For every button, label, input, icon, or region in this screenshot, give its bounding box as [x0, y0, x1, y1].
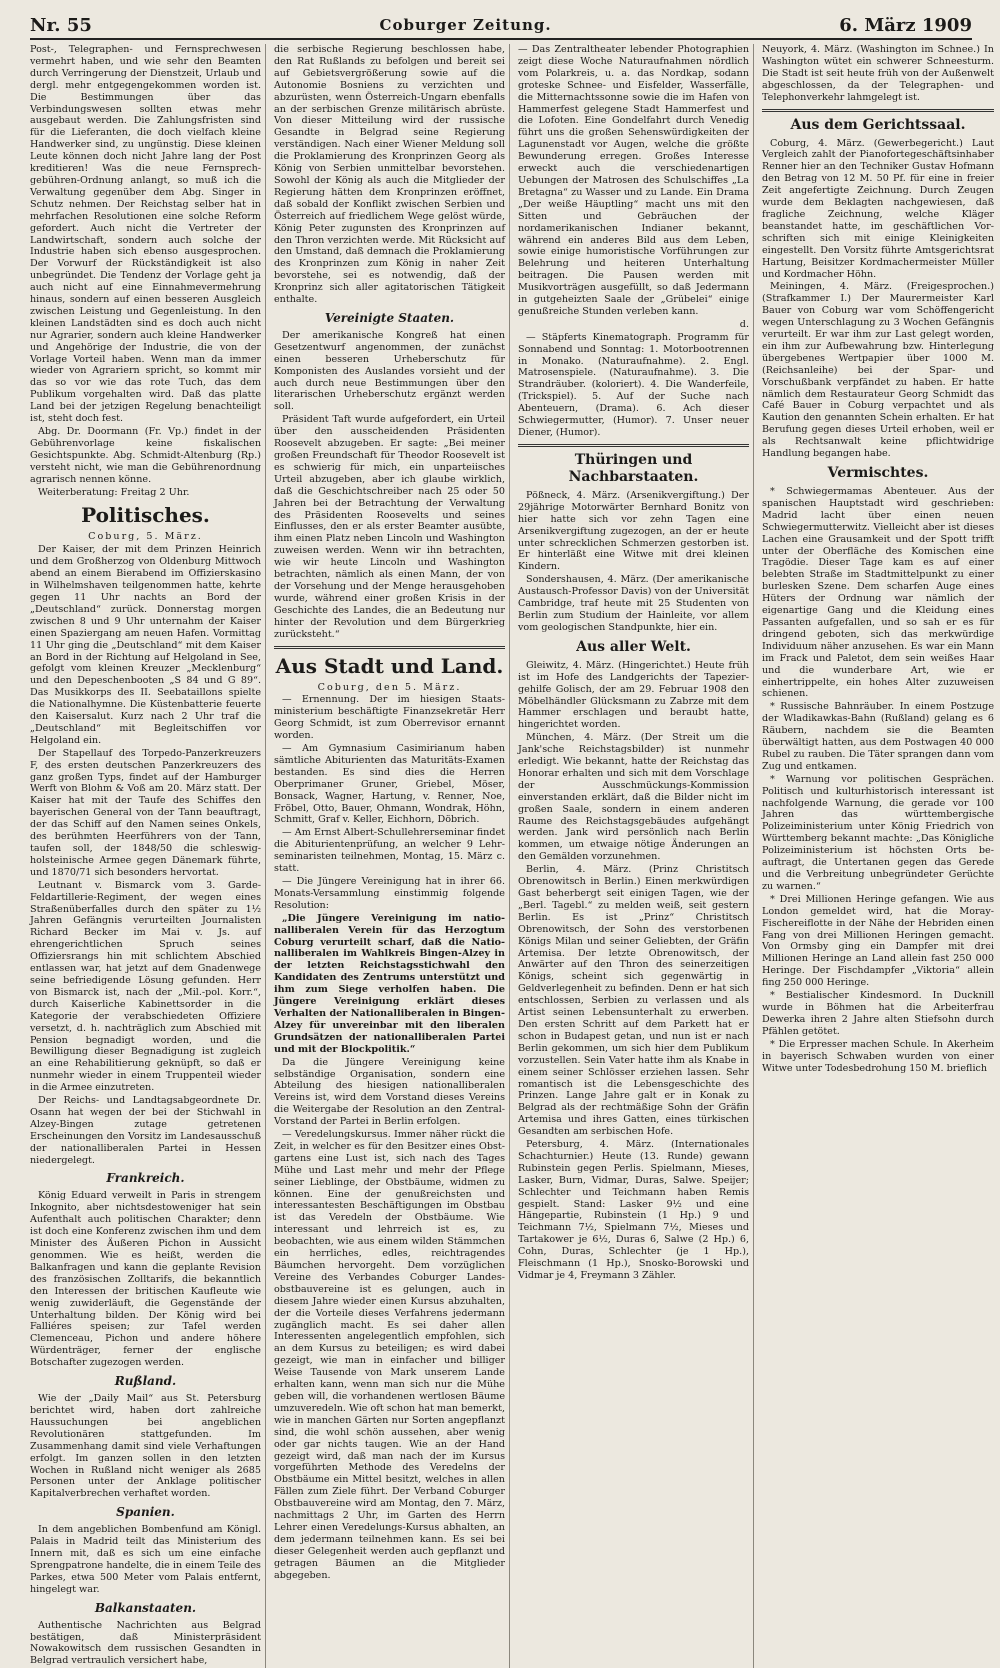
article-text: — Stäpferts Kinematograph. Programm für Sonnabend und Sonntag: 1. Motorbootrennen in Monako. (Naturaufnahme). 2. Engl. Matrosenspiele. (Naturaufnahme). 3. Die Strandräuber. (koloriert). 4. Die Wanderfeile, (Trickspiel). 5. Auf der Suche nach Abenteuern, (Drama). 6. Ach dieser Schwiegermutter, (Humor). 7. Unser neuer Diener, (Humor).: [518, 331, 749, 438]
section-heading-local: Aus Stadt und Land.: [275, 653, 504, 678]
section-heading-court: Aus dem Gerichtssaal.: [790, 116, 966, 133]
article-text: Petersburg, 4. März. (Internationales Schachturnier.) Heute (13. Runde) gewann Rubinstein gegen Perlis. Spielmann, Mieses, Lasker, Burn, Vidmar, Duras, Salwe. Speijer; Schlechter und Teichmann haben Remis gespielt. Stand: Lasker 9½ und eine Hängepartie, Rubinstein (1 Hp.) 9 und Teichmann 7½, Spielmann 7½, Mieses und Tartakower je 6½, Duras 6, Salwe (2 Hp.) 6, Cohn, Duras, Schlechter (je 1 Hp.), Fleischmann (1 Hp.), Snosko-Borowski und Vidmar je 4, Freymann 3 Zähler.: [518, 1139, 749, 1281]
divider: [274, 646, 505, 649]
article-text: In dem angeblichen Bombenfund am Königl. Palais in Madrid teilt das Ministerium des Innern mit, daß es sich um eine einfache Sprengpatrone handelte, die in einem Teile des Parkes, etwa 500 Meter vom Palais entfernt, hingelegt war.: [30, 1524, 261, 1595]
issue-number: Nr. 55: [30, 14, 92, 36]
column-1: [30, 44, 266, 1668]
issue-date: 6. März 1909: [839, 14, 972, 36]
article-text: Neuyork, 4. März. (Washington im Schnee.) In Washington wütet ein schwerer Schneesturm. Die Stadt ist seit heute früh von der Außenwelt abgeschlossen, da der Telegraphen- und Telephonverkehr lahmgelegt ist.: [762, 44, 994, 103]
article-text: Da die Jüngere Vereinigung keine selbständige Organisation, sondern eine Abteilung des hiesigen nationalliberalen Vereins ist, wird dem Vorstand dieses Vereins die Weitergabe der Resolution an den Zentral-Vorstand der Partei in Berlin erfolgen.: [274, 1056, 505, 1128]
article-text: Wie der „Daily Mail“ aus St. Petersburg berichtet wird, haben dort zahlreiche Haussuchungen bei angeblichen Revolutionären stattgefunden. Im Zusammenhang damit sind viele Verhaftungen erfolgt. Im ganzen sollen in den letzten Wochen in Rußland nicht weniger als 2685 Personen unter der Anklage politischer Kapitalverbrechen verhaftet worden.: [30, 1393, 261, 1500]
article-text: Präsident Taft wurde aufgefordert, ein Urteil über den ausscheidenden Präsidenten Roosevelt abzugeben. Er sagte: „Bei meiner großen Freundschaft für Theodor Roosevelt ist es schwierig für mich, ein unparteiisches Urteil abzugeben, aber ich glaube wirklich, daß die Geschichtschreiber nach 25 oder 50 Jahren bei der Betrachtung der Verwaltung des Präsidenten Roosevelts und seines Einflusses, den er als erster Beamter ausübte, ihm einen Platz neben Lincoln und Washington zuweisen werden. Wenn wir ihn betrachten, wie wir heute Lincoln und Washington betrachten, nämlich als einen Mann, der von der Vorsehung und der Menge herausgehoben wurde, während einer großen Krisis in der Geschichte des Landes, die an Bedeutung nur hinter der Revolution und dem Bürgerkrieg zurücksteht.“: [274, 414, 505, 640]
article-text: — Am Gymnasium Casimirianum haben sämtliche Abiturienten das Maturitäts-Examen bestanden. Es sind dies die Herren Oberprimaner Gruner, Griebel, Möser, Bonsack, Wagner, Hartung, v. Renner, Noe, Fröbel, Otto, Bauer, Ohmann, Wondrak, Höhn, Schmitt, Graf v. Keller, Eichhorn, Döbrich.: [274, 743, 505, 826]
article-text: Meiningen, 4. März. (Freigesprochen.) (Strafkammer I.) Der Maurermeister Karl Bauer von Coburg war vom Schöffengericht wegen Unterschlagung zu 3 Wochen Gefängnis verurteilt. Er war ihm zur Last gelegt worden, ein ihm zur Aufbewahrung bzw. Hinterlegung übergebenes Wertpapier über 1000 M. (Reichsanleihe) bei der Spar- und Vorschußbank verpfändet zu haben. Er hatte nämlich dem Restaurateur Georg Schmidt das Café Bauer in Coburg verpachtet und als Kaution den genannten Schein erhalten. Er hat Berufung gegen dieses Urteil erhoben, weil er als Rechtsanwalt keine pflichtwidrige Handlung begangen habe.: [762, 281, 994, 460]
article-text: München, 4. März. (Der Streit um die Jank'sche Reichstagsbilder) ist nunmehr erledigt. Wie bekannt, hatte der Reichstag das Honorar erhalten und sich mit dem Vorschlage der Ausschmückungs-Kommission einverstanden erklärt, daß die Bilder nicht im großen Saale, sondern in einem anderen Raume des Reichstagsgebäudes aufgehängt werden. Jank wird persönlich nach Berlin kommen, um etwaige nötige Änderungen an den Gemälden vorzunehmen.: [518, 732, 749, 863]
column-2: [274, 44, 510, 1668]
section-heading-miscellaneous: Vermischtes.: [827, 465, 929, 481]
dateline: Coburg, den 5. März.: [317, 681, 462, 693]
article-text: Der Kaiser, der mit dem Prinzen Heinrich und dem Großherzog von Oldenburg Mittwoch abend an einem Bierabend im Offizierskasino in Wilhelmshaven teilgenommen hatte, kehrte gegen 11 Uhr nachts an Bord der „Deutschland“ zurück. Donnerstag morgen zwischen 8 und 9 Uhr unternahm der Kaiser einen Spaziergang am neuen Hafen. Vormittag 11 Uhr ging die „Deutschland“ mit dem Kaiser an Bord in der Richtung auf Helgoland in See, gefolgt vom kleinen Kreuzer „Mecklenburg“ und den Depeschenbooten „S 84 und G 89“. Das Musikkorps des II. Seebataillons spielte die Nationalhymne. Die Küstenbatterie feuerte den Kaisersalut. Kurz nach 2 Uhr traf die „Deutschland“ mit Begleitschiffen vor Helgoland ein.: [30, 544, 261, 746]
article-text: Leutnant v. Bismarck vom 3. Garde-Feldartillerie-Regiment, der wegen eines Straßenüberfalles durch den später zu 1½ Jahren Gefängnis verurteilten Journalisten Richard Becker im Mai v. Js. auf ehrengerichtlichen Spruch seines Offiziersrangs hin mit schlichtem Abschied entlassen war, hat jetzt auf dem Gnadenwege seine befriedigende Lösung gefunden. Herr von Bismarck ist, nach der „Mil.-pol. Korr.“, durch Kaiserliche Kabinettsorder in die Kategorie der verabschiedeten Offiziere versetzt, d. h. nachträglich zum Abschied mit Pension begnadigt worden, und die Bewilligung dieser Begnadigung ist zugleich an eine Rehabilitierung geknüpft, so daß er nunmehr wieder in einem Truppenteil wieder in die Armee einzutreten.: [30, 879, 261, 1094]
masthead: [30, 12, 972, 40]
signature: d.: [739, 318, 749, 330]
article-text: Der Reichs- und Landtagsabgeordnete Dr. Osann hat wegen der bei der Stichwahl in Alzey-Bingen zutage getretenen Erscheinungen den Vorsitz im Landesausschuß der nationalliberalen Partei in Hessen niedergelegt.: [30, 1095, 261, 1166]
article-text: Abg. Dr. Doormann (Fr. Vp.) findet in der Gebührenvorlage keine fiskalischen Gesichtspunkte. Abg. Schmidt-Altenburg (Rp.) versteht nicht, wie man die Gebührenordnung agrarisch nennen könne.: [30, 426, 261, 485]
article-text: — Ernennung. Der im hiesigen Staatsministerium beschäftigte Finanzsekretär Herr Georg Schmidt, ist zum Oberrevisor ernannt worden.: [274, 694, 505, 742]
article-text: * Bestialischer Kindesmord. In Ducknill wurde in Böhmen hat die Arbeiterfrau Dewerka ihren 2 Jahre alten Stiefsohn durch Pfählen getötet.: [762, 990, 994, 1037]
subheading-russia: Rußland.: [114, 1374, 177, 1389]
divider: [518, 444, 749, 447]
article-text: — Am Ernst Albert-Schullehrerseminar findet die Abiturientenprüfung, an welcher 9 Lehrseminaristen teilnehmen, Montag, 15. März c. statt.: [274, 827, 505, 875]
article-text: * Warnung vor politischen Gesprächen. Politisch und kulturhistorisch interessant ist nachfolgende Warnung, die gerade vor 100 Jahren das württembergische Polizeiministerium unter König Friedrich von Württemberg bekannt machte: „Das Königliche Polizeiministerium ist höchsten Orts beauftragt, die Untertanen gegen das Gerede und die Verbreitung unbegründeter Gerüchte zu warnen.“: [762, 773, 994, 892]
article-text: — Das Zentraltheater lebender Photographien zeigt diese Woche Naturaufnahmen nördlich vom Polarkreis, u. a. das Nordkap, sodann groteske Schnee- und Eisfelder, Wasserfälle, die Mitternachtssonne sowie die im Hafen von Hammerfest gelegene Stadt Hammerfest und die Lofoten. Eine Gondelfahrt durch Venedig führt uns die großen Sehenswürdigkeiten der Lagunenstadt vor Augen, welche die größte Bewunderung erregen. Großes Interesse erweckt auch die verschiedenartigen Uebungen der Matrosen des Schulschiffes „La Bretagna“ zu Wasser und zu Lande. Ein Drama „Der weiße Häuptling“ macht uns mit den Sitten und Gebräuchen der nordamerikanischen Indianer bekannt, während ein anderes Bild aus dem Leben, sowie einige humoristische Vorführungen zur Belehrung und heiteren Unterhaltung beitragen. Die Pausen werden mit Musikvorträgen ausgefüllt, so daß Jedermann in gutgeheizten Saale der „Grübelei“ einige genußreiche Stunden verleben kann.: [518, 44, 749, 317]
article-text: Berlin, 4. März. (Prinz Christitsch Obrenowitsch in Berlin.) Einen merkwürdigen Gast beherbergt seit einigen Tagen, wie der „Berl. Tagebl.“ zu melden weiß, seit gestern Berlin. Es ist „Prinz“ Christitsch Obrenowitsch, der Sohn des verstorbenen Königs Milan und seiner Geliebten, der Gräfin Artemisa. Der letzte Obrenowitsch, der Anwärter auf den Thron des seinerzeitigen Königs, scheint sich gegenwärtig in Geldverlegenheit zu befinden. Denn er hat sich entschlossen, Serbien zu verlassen und als Artist seinen Lebensunterhalt zu erwerben. Den ersten Schritt auf dem Parkett hat er schon in Budapest getan, und nun ist er nach Berlin gekommen, um sich hier dem Publikum vorzustellen. Sein Vater hatte ihm als Knabe in einem seiner Schlösser erziehen lassen. Sehr romantisch ist die Lebensgeschichte des Prinzen. Lange Jahre galt er in Konak zu Belgrad als der rechtmäßige Sohn der Gräfin Artemisa und ihres Gatten, eines türkischen Gesandten am serbischen Hofe.: [518, 864, 749, 1138]
subheading-balkans: Balkanstaaten.: [94, 1600, 197, 1615]
subheading-france: Frankreich.: [106, 1171, 185, 1186]
article-text: Gleiwitz, 4. März. (Hingerichtet.) Heute früh ist im Hofe des Landgerichts der Tapeziergehilfe Golisch, der am 29. Februar 1908 den Möbelhändler Glücksmann zu Zabrze mit dem Hammer erschlagen und beraubt hatte, hingerichtet worden.: [518, 659, 749, 731]
article-text: — Die Jüngere Vereinigung hat in ihrer 66. Monats-Versammlung einstimmig folgende Resolution:: [274, 876, 505, 911]
subheading-spain: Spanien.: [116, 1505, 175, 1520]
article-text: die serbische Regierung beschlossen habe, den Rat Rußlands zu befolgen und bereit sei auf Gebietsvergrößerung sowie auf die Autonomie Bosniens zu verzichten und abzurüsten, wenn Österreich-Ungarn ebenfalls an der serbischen Grenze militärisch abrüste. Von dieser Mitteilung wird der russische Gesandte in Belgrad seine Regierung verständigen. Nach einer Wiener Meldung soll die Proklamierung des Kronprinzen Georg als König von Serbien unmittelbar bevorstehen. Sowohl der König als auch die Mitglieder der Regierung hätten dem Kronprinzen eröffnet, daß sobald der Konflikt zwischen Serbien und Österreich auf friedlichem Wege gelöst würde, König Peter zugunsten des Kronprinzen auf den Thron verzichten werde. Mit Rücksicht auf den Umstand, daß demnach die Proklamierung des Kronprinzen zum König in naher Zeit bevorstehe, sei es notwendig, daß der Kronprinz sich aller agitatorischen Tätigkeit enthalte.: [274, 44, 505, 306]
article-text: * Schwiegermamas Abenteuer. Aus der spanischen Hauptstadt wird geschrieben: Madrid lacht über einen neuen Schwiegermutterwitz. Vielleicht aber ist dieses Lachen eine Grausamkeit und der Spott trifft unter der Oberfläche des Komischen eine Tragödie. Dieser Tage kam es auf einer belebten Straße im Stadtmittelpunkt zu einer burlesken Szene. Dem scharfen Auge eines Hüters der Ordnung war nämlich der eigenartige Gang und die Kleidung eines Passanten aufgefallen, und so sah er es für dringend geboten, sich das merkwürdige Individuum näher anzusehen. Es war ein Mann im Frack und Paletot, dem sein weißes Haar und die wunderbare Art, wie er einhertrippelte, ein hohes Alter zuzuweisen schienen.: [762, 486, 994, 700]
section-heading-thuringia: Thüringen und Nachbarstaaten.: [568, 451, 699, 485]
resolution-text: „Die Jüngere Vereinigung im nationalliberalen Verein für das Herzogtum Coburg verurteilt scharf, daß die Nationalliberalen im Wahlkreis Bingen-Alzey in der letzten Reichstagsstichwahl den Kandidaten des Zentrums unterstützt und ihm zum Siege verholfen haben. Die Jüngere Vereinigung erklärt dieses Verhalten der Nationalliberalen in Bingen-Alzey für unvereinbar mit den liberalen Grundsätzen der nationalliberalen Partei und mit der Blockpolitik.“: [274, 912, 505, 1055]
article-text: König Eduard verweilt in Paris in strengem Inkognito, aber nichtsdestoweniger hat sein Aufenthalt auch politischen Charakter; denn ist doch eine Konferenz zwischen ihm und dem Minister des Äußeren Pichon in Aussicht genommen. Wie es heißt, werden die Balkanfragen und kann die geplante Revision des französischen Zolltarifs, die bekanntlich den Interessen der britischen Kaufleute wie wenig zuwiderläuft, die Gegenstände der Unterhaltung bilden. Der König wird bei Falliéres speisen; zur Tafel werden Clemenceau, Pichon und andere höhere Würdenträger, ferner der englische Botschafter zugezogen werden.: [30, 1190, 261, 1369]
column-4: [762, 44, 998, 1668]
newspaper-title: Coburger Zeitung.: [379, 16, 552, 34]
article-text: Pößneck, 4. März. (Arsenikvergiftung.) Der 29jährige Motorwärter Bernhard Bonitz von hier hatte sich vor zehn Tagen eine Arsenikvergiftung zugezogen, an der er heute unter schrecklichen Schmerzen gestorben ist. Er hinterläßt eine Witwe mit drei kleinen Kindern.: [518, 489, 749, 573]
article-text: Authentische Nachrichten aus Belgrad bestätigen, daß Ministerpräsident Nowakowitsch dem russischen Gesandten in Belgrad vertraulich versichert habe,: [30, 1619, 261, 1667]
article-text: Weiterberatung: Freitag 2 Uhr.: [38, 486, 190, 498]
article-text: * Die Erpresser machen Schule. In Akerheim in bayerisch Schwaben wurden von einer Witwe unter Todesbedrohung 150 M. brieflich: [762, 1038, 994, 1074]
subheading-united-states: Vereinigte Staaten.: [324, 310, 455, 325]
dateline: Coburg, 5. März.: [88, 531, 203, 543]
article-text: Der amerikanische Kongreß hat einen Gesetzentwurf angenommen, der zunächst einen besseren Urheberschutz für Komponisten des Auslandes vorsieht und der auch durch neue Bestimmungen über den literarischen Urheberschutz ergänzt werden soll.: [274, 329, 505, 413]
article-text: Der Stapellauf des Torpedo-Panzerkreuzers F, des ersten deutschen Panzerkreuzers des ganz großen Typs, findet auf der Hamburger Werft von Blohm & Voß am 20. März statt. Der Kaiser hat mit der Taufe des Schiffes den bayerischen General von der Tann beauftragt, der das Schiff auf den Namen seines Onkels, des berühmten Heerführers von der Tann, taufen soll, der 1848/50 die schleswig-holsteinische Armee gegen Dänemark führte, und 1870/71 sich besonders hervortat.: [30, 747, 261, 878]
columns: [30, 44, 994, 1667]
section-heading-world: Aus aller Welt.: [576, 638, 691, 655]
column-3: [518, 44, 754, 1668]
article-text: Sondershausen, 4. März. (Der amerikanische Austausch-Professor Davis) von der Universität Cambridge, traf heute mit 25 Studenten von Berlin zum Studium der Hainleite, vor allem vom geologischen Standpunkte, hier ein.: [518, 574, 749, 633]
article-text: — Veredelungskursus. Immer näher rückt die Zeit, in welcher es für den Besitzer eines Obstgartens eine Lust ist, sich nach des Tages Mühe und Last mehr und mehr der Pflege seiner Lieblinge, der Obstbäume, widmen zu können. Eine der genußreichsten und interessantesten Beschäftigungen im Obstbau ist das Veredeln der Obstbäume. Wie interessant und lehrreich ist es, zu beobachten, wie aus einem wilden Stämmchen ein herrliches, edles, reichtragendes Bäumchen hervorgeht. Dem vorzüglichen Vereine des Verbandes Coburger Landesobstbauvereine ist es gelungen, auch in diesem Jahre wieder einen Kursus abzuhalten, der die Vorteile dieses Verfahrens jedermann zugänglich macht. Es sei daher allen Interessenten angelegentlich empfohlen, sich an dem Kursus zu beteiligen; es wird dabei gezeigt, wie man in einfacher und billiger Weise Tausende von Mark unserem Lande erhalten kann, wenn man sich nur die Mühe geben will, die vorhandenen wertlosen Bäume umzuveredeln. Wie oft schon hat man bemerkt, wie in manchen Gärten nur Sorten angepflanzt sind, die wohl schön aussehen, aber wenig oder gar nichts taugen. Wie an der Hand gezeigt wird, daß man nach der im Kursus vorgeführten Methode des Veredelns der Obstbäume ein Mittel besitzt, welches in allen Fällen zum Ziele führt. Der Verband Coburger Obstbauvereine wird am Montag, den 7. März, nachmittags 2 Uhr, im Garten des Herrn Lehrer einen Veredelungs-Kursus abhalten, an dem jedermann teilnehmen kann. Es sei bei dieser Gelegenheit werden auch gepflanzt und getragen Bäumen an die Mitglieder abgegeben.: [274, 1129, 505, 1581]
article-text: Post-, Telegraphen- und Fernsprechwesen vermehrt haben, und wie sehr den Beamten durch Verringerung der Dienstzeit, Urlaub und dergl. mehr entgegengekommen worden ist. Die Bestimmungen über das Verbindungswesen sollten etwas mehr ausgebaut werden. Die Zahlungsfristen sind für die Lieferanten, die doch vielfach kleine Handwerker sind, zu ungünstig. Diese kleinen Leute können doch nicht Jahre lang der Post kreditieren! Was die neue Fernsprechgebühren-Ordnung anlangt, so muß ich die Verwaltung gegenüber dem Abg. Singer in Schutz nehmen. Der Reichstag selber hat in mehrfachen Resolutionen eine solche Reform gefordert. Auch nicht die Vertreter der Landwirtschaft, sondern auch solche der Industrie haben sich ebenso ausgesprochen. Der Vorwurf der Rückständigkeit ist also unbegründet. Die Tendenz der Vorlage geht ja auch nicht auf eine Einnahmevermehrung hinaus, sondern auf einen besseren Ausgleich zwischen Leistung und Gegenleistung. In den kleinen Landstädten sind es doch auch nicht nur Agrarier, sondern auch kleine Handwerker und Angehörige der Industrie, die von der Vorlage Vorteil haben. Wenn man da immer wieder von Agrariern spricht, so kommt mir das so vor wie das rote Tuch, das dem Publikum vorgehalten wird. Daß das platte Land bei der jetzigen Regelung benachteiligt ist, steht doch fest.: [30, 44, 261, 425]
divider: [762, 109, 994, 112]
section-heading-politics: Politisches.: [81, 503, 210, 528]
article-text: * Russische Bahnräuber. In einem Postzuge der Wladikawkas-Bahn (Rußland) gelang es 6 Räubern, nachdem sie die Beamten überwältigt hatten, aus dem Postwagen 40 000 Rubel zu rauben. Die Täter sprangen dann vom Zug und entkamen.: [762, 701, 994, 772]
article-text: Coburg, 4. März. (Gewerbegericht.) Laut Vergleich zahlt der Pianofortegeschäftsinhaber Renner hier an den Techniker Gustav Hofmann den Betrag von 12 M. 50 Pf. für eine in freier Zeit angefertigte Zeichnung. Durch Zeugen wurde dem Beklagten nachgewiesen, daß fragliche Zeichnung, welche Kläger beanstandet hatte, im geschäftlichen Vorschriften sich mit einige Kleinigkeiten eingestellt. Den Vorsitz führte Amtsgerichtsrat Hartung, Beisitzer Kordmachermeister Müller und Kordmacher Höhn.: [762, 137, 994, 280]
article-text: * Drei Millionen Heringe gefangen. Wie aus London gemeldet wird, hat die Moray-Fischereiflotte in der Nähe der Hebriden einen Fang von drei Millionen Heringen gemacht. Von Ormsby ging ein Dampfer mit drei Millionen Heringe an Land allein fast 250 000 Heringe. Der Fischdampfer „Viktoria“ allein fing 250 000 Heringe.: [762, 893, 994, 989]
